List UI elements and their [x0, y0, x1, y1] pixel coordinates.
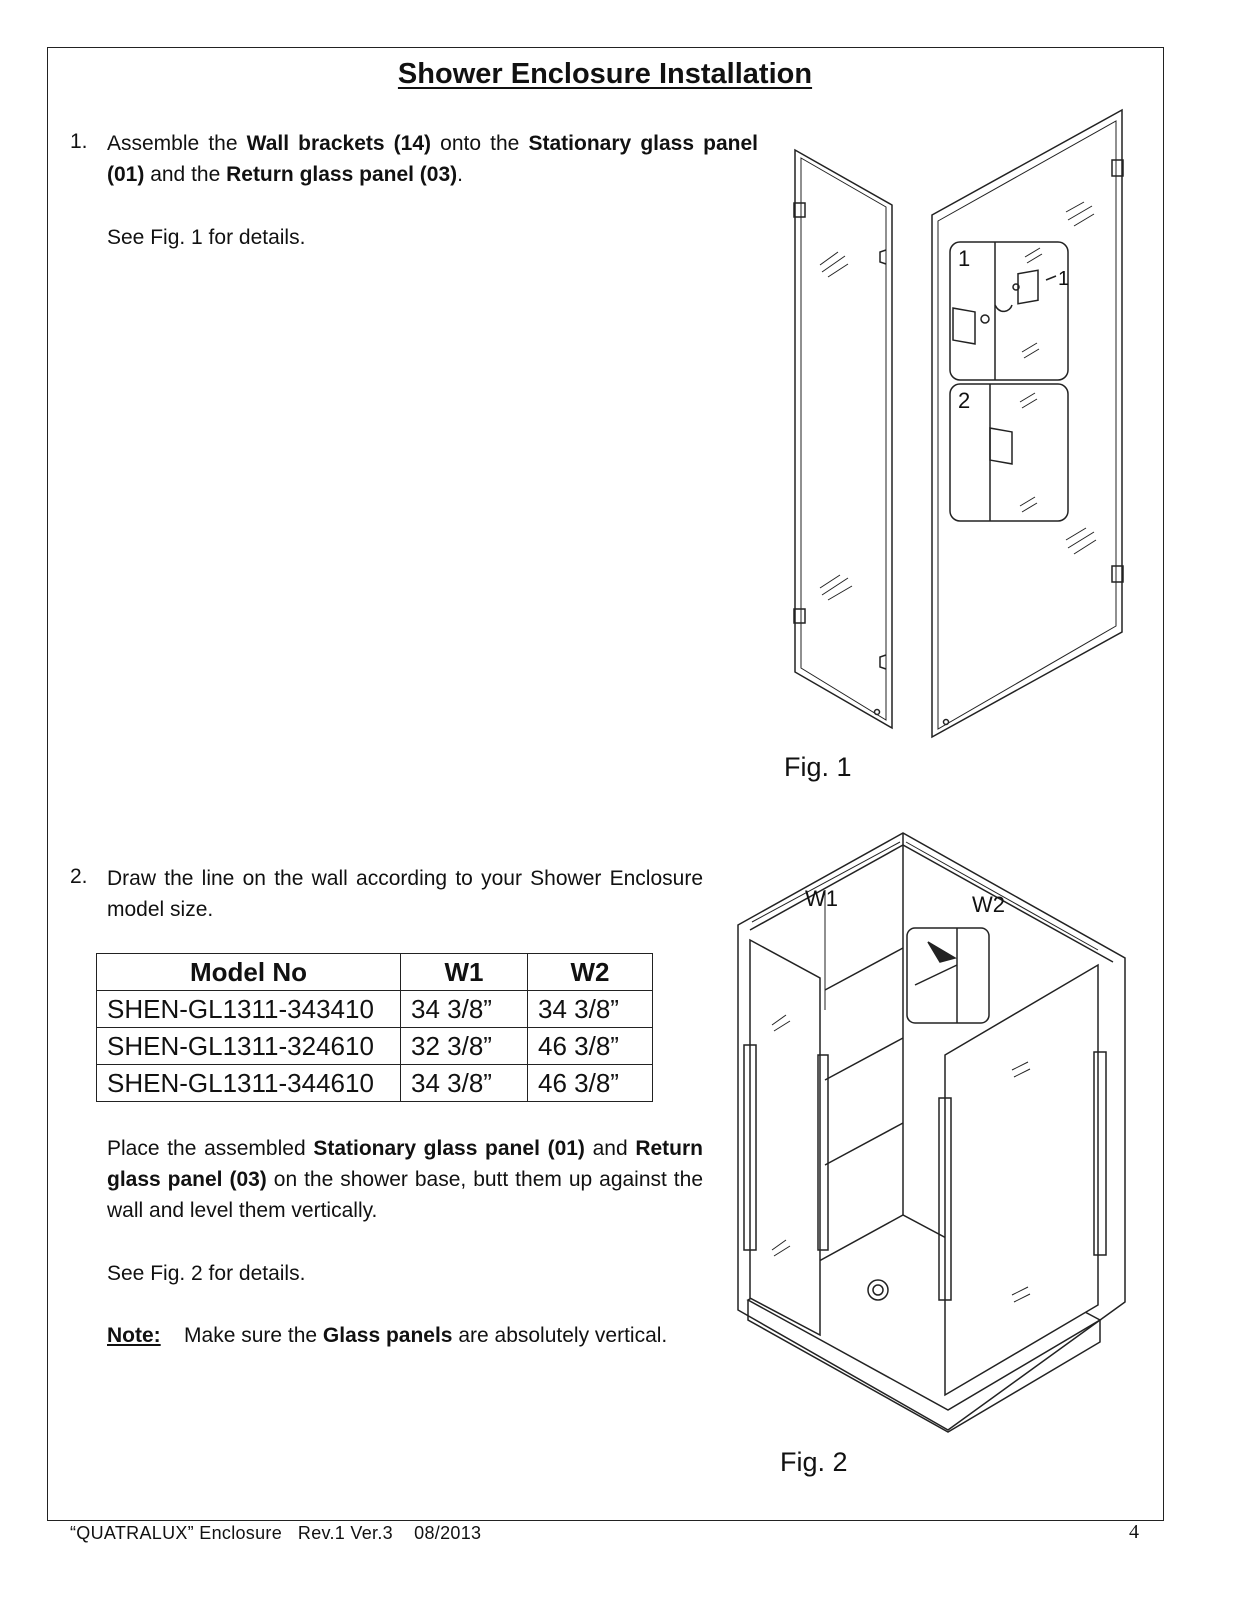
- inset-1-label: 1: [958, 246, 971, 271]
- header-w2: W2: [528, 954, 653, 991]
- bold-term: Return glass panel (03): [226, 163, 458, 186]
- w1-cell: 32 3/8”: [401, 1028, 528, 1065]
- model-size-table: [96, 953, 653, 1102]
- table-row: [97, 1028, 653, 1065]
- step2-see-fig: See Fig. 2 for details.: [107, 1262, 306, 1285]
- header-w1: W1: [401, 954, 528, 991]
- note-label: Note:: [107, 1324, 161, 1347]
- page-title: Shower Enclosure Installation: [397, 58, 813, 90]
- w2-cell: 34 3/8”: [528, 991, 653, 1028]
- model-cell: SHEN-GL1311-344610: [97, 1065, 401, 1102]
- w1-cell: 34 3/8”: [401, 991, 528, 1028]
- bold-term: Stationary glass panel (01): [107, 132, 758, 186]
- table-header-row: [97, 954, 653, 991]
- model-cell: SHEN-GL1311-343410: [97, 991, 401, 1028]
- w1-label: W1: [805, 886, 838, 911]
- step2-instruction: Draw the line on the wall according to your Shower Enclosure model size.: [107, 867, 703, 921]
- bold-term: Return glass panel (03): [107, 1137, 703, 1191]
- text-run: .: [457, 163, 463, 186]
- model-cell: SHEN-GL1311-324610: [97, 1028, 401, 1065]
- step2-note: [107, 1320, 703, 1351]
- header-model-no: Model No: [97, 954, 401, 991]
- fig2-detail-inset: [907, 928, 989, 1023]
- table-row: [97, 1065, 653, 1102]
- text-run: onto the: [431, 132, 529, 155]
- footer-text: “QUATRALUX” Enclosure Rev.1 Ver.3 08/2013: [70, 1523, 482, 1543]
- step1-see-fig: See Fig. 1 for details.: [107, 226, 306, 249]
- step2-placement: [107, 1133, 703, 1226]
- w2-cell: 46 3/8”: [528, 1065, 653, 1102]
- fig2-caption: Fig. 2: [780, 1447, 848, 1477]
- step1-instruction: [107, 128, 758, 190]
- bold-term: Stationary glass panel (01): [313, 1137, 585, 1160]
- text-run: and: [584, 1137, 636, 1160]
- step2-number: 2.: [70, 865, 88, 888]
- w2-cell: 46 3/8”: [528, 1028, 653, 1065]
- callout-label: 1: [1058, 268, 1070, 290]
- fig2-diagram: [725, 825, 1135, 1445]
- text-run: Make sure the: [184, 1324, 323, 1347]
- text-run: Assemble the: [107, 132, 247, 155]
- w1-cell: 34 3/8”: [401, 1065, 528, 1102]
- text-run: on the shower base, butt them up against the wall and level them vertically.: [107, 1168, 703, 1222]
- text-run: and the: [144, 163, 227, 186]
- return-glass-panel: [795, 150, 892, 728]
- step1-number: 1.: [70, 130, 88, 153]
- table-row: [97, 991, 653, 1028]
- page-number: 4: [1129, 1521, 1139, 1543]
- text-run: Place the assembled: [107, 1137, 314, 1160]
- bold-term: Glass panels: [322, 1324, 453, 1347]
- note-text: [184, 1324, 667, 1347]
- bold-term: Wall brackets (14): [246, 132, 432, 155]
- fig1-caption: Fig. 1: [784, 752, 852, 782]
- w2-label: W2: [972, 892, 1005, 917]
- inset-2-label: 2: [958, 388, 971, 413]
- fig1-diagram: [780, 100, 1140, 750]
- text-run: are absolutely vertical.: [452, 1324, 668, 1347]
